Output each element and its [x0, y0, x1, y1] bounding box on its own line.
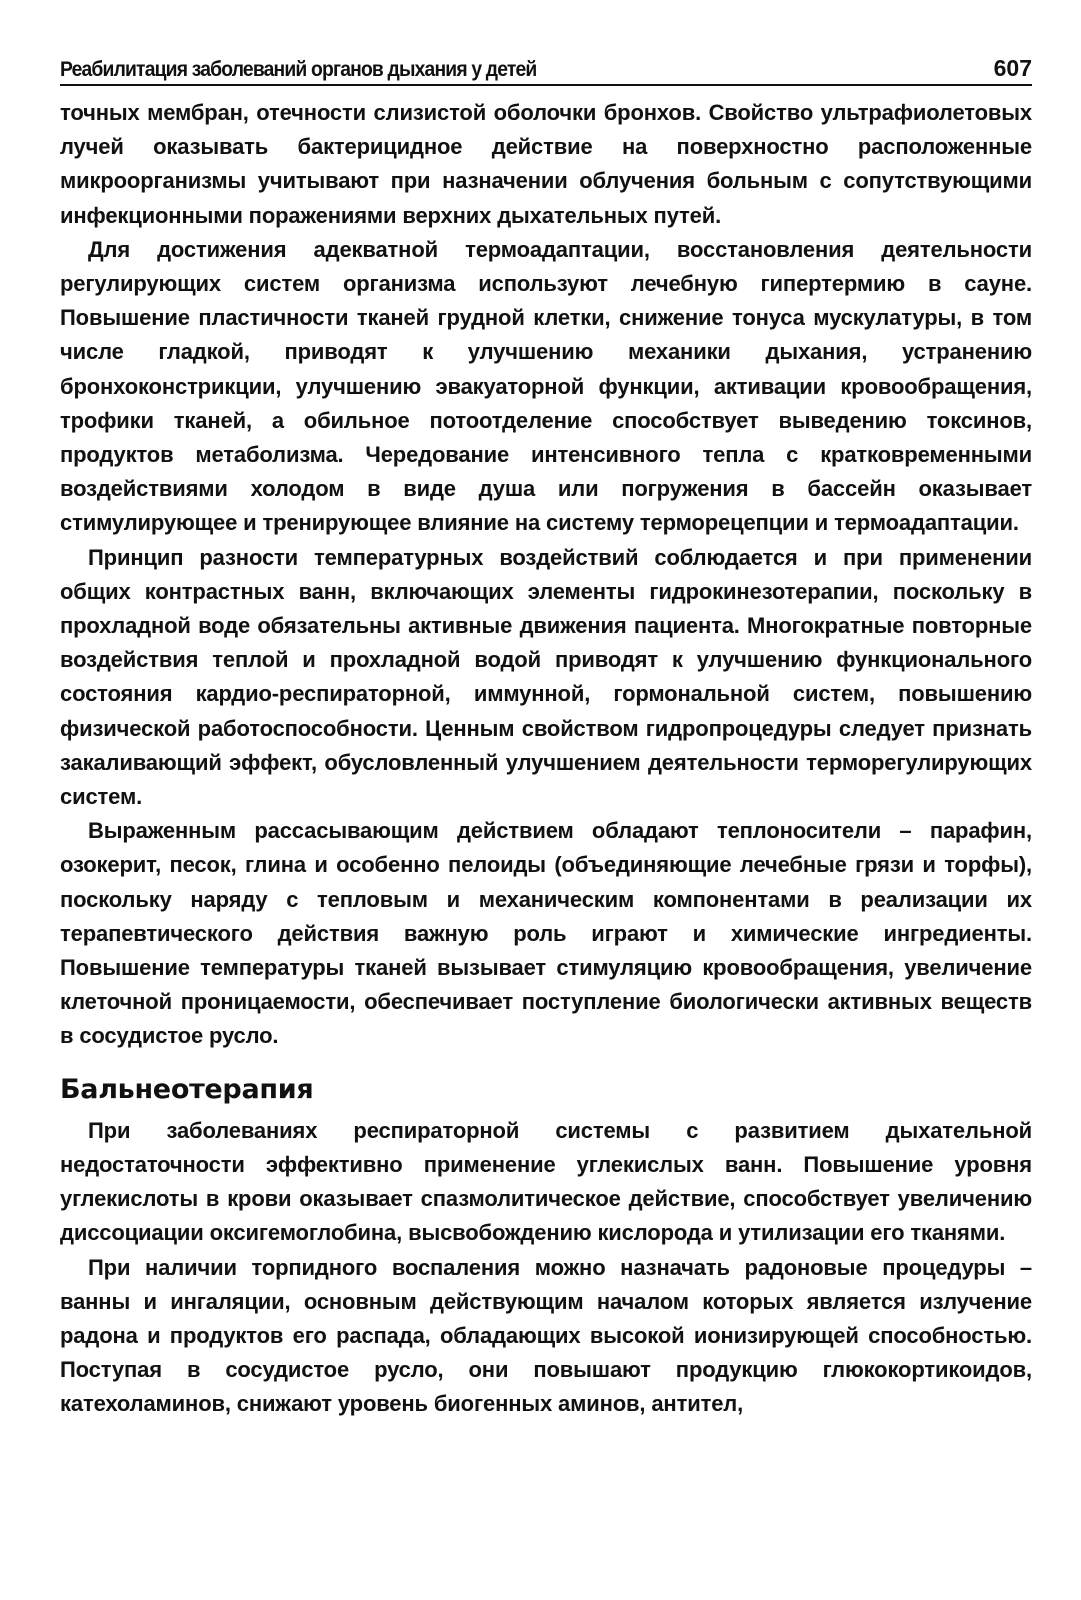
paragraph-thermoadaptation: Для достижения адекватной термоадаптации, восстановления деятельности регулирующих систем организма используют лечебную гипертермию в сауне. Повышение пластичности тканей грудной клетки, снижение тонуса мускулатуры, в том числе гладкой, приводят к улучшению механики дыхания, устранению бронхоконстрикции, улучшению эвакуаторной функции, активации кровообращения, трофики тканей, а обильное потоотделение способствует выведению токсинов, продуктов метаболизма. Чередование интенсивного тепла с кратковременными воздействиями холодом в виде душа или погружения в бассейн оказывает стимулирующее и тренирующее влияние на систему терморецепции и термоадаптации. [60, 236, 1032, 536]
paragraph-radon: При наличии торпидного воспаления можно назначать радоновые процедуры – ванны и ингаляции, основным действующим началом которых является излучение радона и продуктов его распада, обладающих высокой ионизирующей способностью. Поступая в сосудистое русло, они повышают продукцию глюкокортикоидов, катехоламинов, снижают уровень биогенных аминов, антител, [60, 1254, 1032, 1417]
page-number: 607 [993, 55, 1032, 81]
paragraph-carbonic-baths: При заболеваниях респираторной системы с развитием дыхательной недостаточности эффективно применение углекислых ванн. Повышение уровня углекислоты в крови оказывает спазмолитическое действие, способствует увеличению диссоциации оксигемоглобина, высвобождению кислорода и утилизации его тканями. [60, 1117, 1032, 1246]
running-header [60, 44, 1032, 86]
body-text [60, 96, 1032, 1422]
paragraph-heat-carriers: Выраженным рассасывающим действием обладают теплоносители – парафин, озокерит, песок, глина и особенно пелоиды (объединяющие лечебные грязи и торфы), поскольку наряду с тепловым и механическим компонентами в реализации их терапевтического действия важную роль играют и химические ингредиенты. Повышение температуры тканей вызывает стимуляцию кровообращения, увеличение клеточной проницаемости, обеспечивает поступление биологически активных веществ в сосудистое русло. [60, 818, 1032, 1049]
running-title: Реабилитация заболеваний органов дыхания у детей [60, 58, 537, 81]
book-page [60, 44, 1032, 1422]
paragraph-continued: точных мембран, отечности слизистой оболочки бронхов. Свойство ультрафиолетовых лучей оказывать бактерицидное действие на поверхностно расположенные микроорганизмы учитывают при назначении облучения больным с сопутствующими инфекционными поражениями верхних дыхательных путей. [60, 100, 1032, 228]
paragraph-contrast-baths: Принцип разности температурных воздействий соблюдается и при применении общих контрастных ванн, включающих элементы гидрокинезотерапии, поскольку в прохладной воде обязательны активные движения пациента. Многократные повторные воздействия теплой и прохладной водой приводят к улучшению функционального состояния кардио-респираторной, иммунной, гормональной систем, повышению физической работоспособности. Ценным свойством гидропроцедуры следует признать закаливающий эффект, обусловленный улучшением деятельности терморегулирующих систем. [60, 544, 1032, 810]
section-heading: Бальнеотерапия [60, 1073, 314, 1105]
